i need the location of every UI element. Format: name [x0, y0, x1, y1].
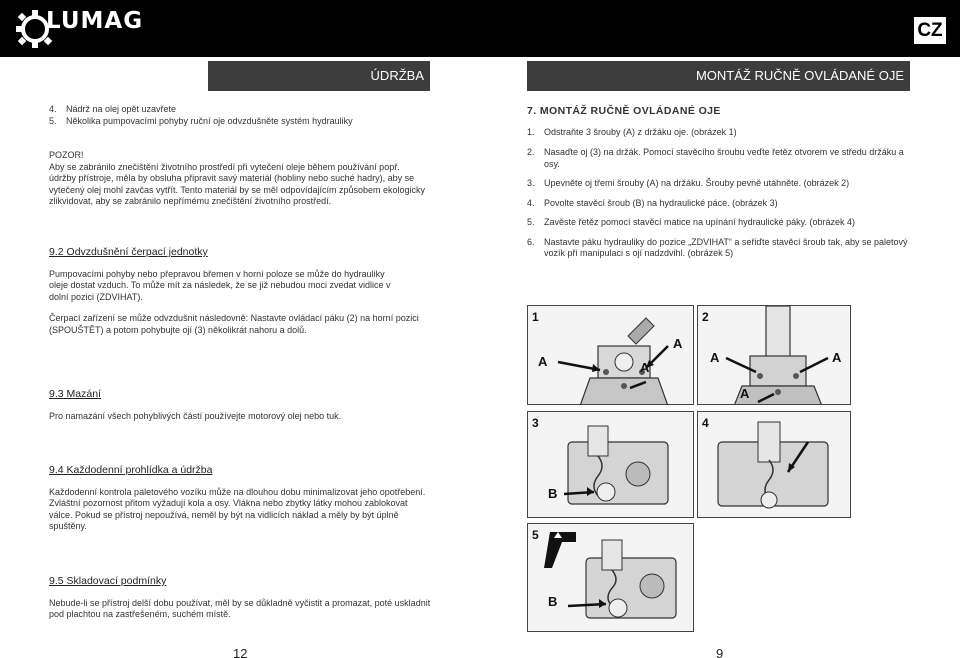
figure-label: A — [640, 360, 650, 375]
section-title: 9.4 Každodenní prohlídka a údržba — [49, 464, 213, 476]
figure-5-illustration — [528, 524, 694, 632]
figure-2 — [697, 305, 851, 405]
figure-number: 1 — [532, 310, 539, 324]
paragraph: Nebude-li se přístroj delší dobu používat, měl by se důkladně vyčistit a promazat, poté uskladnit pod plachtou na zastřešeném, suchém místě. — [49, 597, 431, 619]
figure-label: A — [673, 336, 683, 351]
right-section-header: MONTÁŽ RUČNĚ OVLÁDANÉ OJE — [527, 61, 910, 91]
brand-name: LUMAG — [46, 8, 144, 34]
language-badge: CZ — [914, 17, 946, 44]
figure-3 — [527, 411, 694, 518]
paragraph: Čerpací zařízení se může odvzdušnit následovně: Nastavte ovládací páku (2) na horní pozici (SPOUŠTĚT) a potom pohybujte ojí (3) několikrát nahoru a dolů. — [49, 313, 419, 335]
gear-icon — [23, 17, 47, 41]
figure-label: A — [710, 350, 720, 365]
section-9-4 — [49, 465, 434, 533]
section-9-3 — [49, 389, 434, 422]
list-item: 2. Nasaďte oj (3) na držák. Pomocí stavěcího šroubu veďte řetěz otvorem ve středu držáku a osy. — [527, 147, 904, 169]
warning-label: POZOR! — [49, 150, 84, 160]
figure-4 — [697, 411, 851, 518]
top-bar — [0, 0, 960, 57]
paragraph: Pro namazání všech pohyblivých částí používejte motorový olej nebo tuk. — [49, 410, 342, 421]
page-title: 7. MONTÁŽ RUČNĚ OVLÁDANÉ OJE — [527, 105, 721, 117]
paragraph: Pumpovacími pohyby nebo přepravou břemen v horní poloze se může do hydrauliky oleje dostat vzduch. To může mít za následek, že se již nebudou moci zvedat vidlice v dolní pozici (ZDVIHAT). — [49, 268, 391, 302]
figure-1-illustration — [528, 306, 694, 405]
list-item: 5. Zavěste řetěz pomocí stavěcí matice na upínání hydraulické páky. (obrázek 4) — [527, 217, 855, 227]
assembly-instructions — [527, 106, 917, 260]
figure-5 — [527, 523, 694, 632]
section-title: 9.5 Skladovací podmínky — [49, 575, 167, 587]
figure-label: B — [548, 486, 558, 501]
lift-direction-icon — [544, 532, 576, 568]
section-title: 9.2 Odvzdušnění čerpací jednotky — [49, 246, 208, 258]
list-item: 3. Upevněte oj třemi šrouby (A) na držáku. Šrouby pevně utáhněte. (obrázek 2) — [527, 178, 850, 188]
list-item: 4. Nádrž na olej opět uzavřete — [49, 104, 177, 114]
left-top-list — [49, 104, 434, 127]
figure-2-illustration — [698, 306, 851, 405]
list-item: 1. Odstraňte 3 šrouby (A) z držáku oje. (obrázek 1) — [527, 126, 737, 137]
figure-3-illustration — [528, 412, 694, 518]
list-item: 6. Nastavte páku hydrauliky do pozice „ZDVIHAT“ a seřiďte stavěcí šroub tak, aby se paletový vozík při manipulaci s ojí nadzdvihl. (obrázek 5) — [527, 236, 908, 258]
figure-1 — [527, 305, 694, 405]
section-title: 9.3 Mazání — [49, 388, 101, 400]
list-item: 5. Několika pumpovacími pohyby ruční oje odvzdušněte systém hydrauliky — [49, 115, 353, 126]
figure-number: 2 — [702, 310, 709, 324]
page-number-right: 9 — [716, 646, 724, 658]
section-9-5 — [49, 576, 434, 621]
figure-label: A — [740, 386, 750, 401]
page-number-left: 12 — [233, 646, 248, 658]
warning-block — [49, 150, 429, 208]
figure-label: A — [538, 354, 548, 369]
paragraph: Každodenní kontrola paletového vozíku může na dlouhou dobu minimalizovat jeho opotřebení. Zvláštní pozornost přitom vyžadují kola a osy. Vlákna nebo zbytky látky mohou zablokovat válce. Pokud se přístroj nepoužívá, neměl by být na vidlicích náklad a měly by být úplně spuštěny. — [49, 486, 426, 531]
figure-4-illustration — [698, 412, 851, 518]
section-9-2 — [49, 247, 434, 336]
left-section-header: ÚDRŽBA — [208, 61, 430, 91]
figure-number: 4 — [702, 416, 709, 430]
list-item: 4. Povolte stavěcí šroub (B) na hydraulické páce. (obrázek 3) — [527, 197, 778, 208]
figure-number: 3 — [532, 416, 539, 430]
warning-text: Aby se zabránilo znečištění životního prostředí při vytečení oleje během používání popř. údržby přístroje, měla by obsluha připravit savý materiál (hobliny nebo suché hadry), aby se vytečený olej mohl zavčas vytřít. Tento materiál by se měl odpovídajícím způsobem ekologicky zlikvidovat, aby se zabránilo nepřímému znečištění životního prostředí. — [49, 161, 426, 206]
figure-label: A — [832, 350, 842, 365]
figure-label: B — [548, 594, 558, 609]
figure-number: 5 — [532, 528, 539, 542]
